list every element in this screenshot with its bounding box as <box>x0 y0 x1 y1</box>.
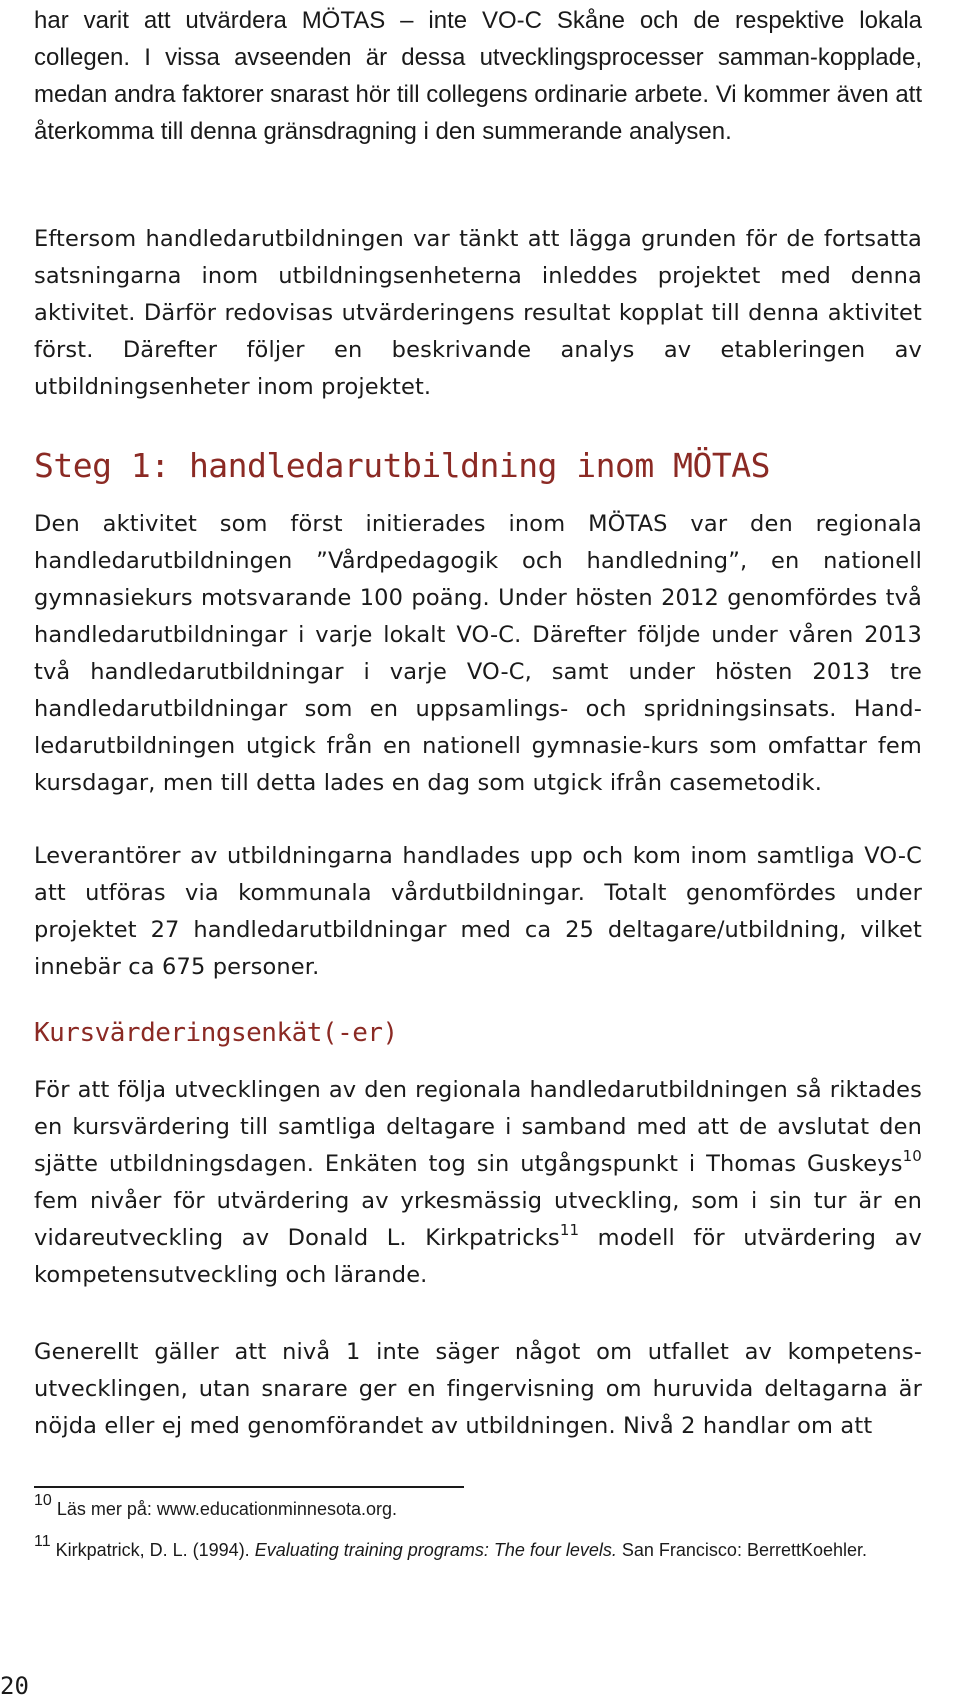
kursvardering-text-b: fem nivåer för utvärdering av yrkesmässig utveckling, som i sin tur är en vidareutveckling av Donald L. Kirkpatricks <box>34 1188 922 1251</box>
footnote-10 <box>34 1492 922 1523</box>
handledarutbildning-paragraph: Den aktivitet som först initierades inom MÖTAS var den regionala handledarutbildningen ”Vårdpedagogik och handledning”, en nationell gymnasiekurs motsvarande 100 poäng. Under hösten 2012 genomfördes två handledarutbildningar i varje lokalt VO-C. Därefter följde under våren 2013 två handledarutbildningar i varje VO-C, samt under hösten 2013 tre handledarutbildningar som en uppsamlings- och spridningsinsats. Hand-ledarutbildningen utgick från en nationell gymnasie-kurs som omfattar fem kursdagar, men till detta lades en dag som utgick ifrån casemetodik. <box>34 511 922 796</box>
intro-paragraph: har varit att utvärdera MÖTAS – inte VO-C Skåne och de respektive lokala collegen. I vissa avseenden är dessa utvecklingsprocesser samman-kopplade, medan andra faktorer snarast hör till collegens ordinarie arbete. Vi kommer även att återkomma till denna gränsdragning i den summerande analysen. <box>34 7 923 145</box>
footnote-11 <box>34 1533 922 1564</box>
leverantorer-paragraph: Leverantörer av utbildningarna handlades upp och kom inom samtliga VO-C att utföras via kommunala vårdutbildningar. Totalt genomfördes under projektet 27 handledarutbildningar med ca 25 deltagare/utbildning, vilket innebär ca 675 personer. <box>34 843 922 980</box>
footnotes <box>34 1492 922 1578</box>
page-number: 20 <box>0 1672 29 1700</box>
footnote-ref-11[interactable]: 11 <box>559 1220 580 1239</box>
footnote-text-b: San Francisco: BerrettKoehler. <box>616 1540 868 1560</box>
kursvardering-text-c: modell för utvärdering av kompetensutveckling och lärande. <box>34 1225 922 1288</box>
footnote-title: Evaluating training programs: The four levels. <box>254 1540 617 1560</box>
footnote-text-a: Kirkpatrick, D. L. (1994). <box>55 1540 255 1560</box>
niva-paragraph: Generellt gäller att nivå 1 inte säger något om utfallet av kompetens-utvecklingen, utan snarare ger en fingervisning om huruvida deltagarna är nöjda eller ej med genomförandet av utbildningen. Nivå 2 handlar om att <box>34 1339 922 1439</box>
overview-paragraph: Eftersom handledarutbildningen var tänkt att lägga grunden för de fortsatta satsningarna inom utbildningsenheterna inleddes projektet med denna aktivitet. Därför redovisas utvärderingens resultat kopplat till denna aktivitet först. Därefter följer en beskrivande analys av etableringen av utbildningsenheter inom projektet. <box>34 226 922 400</box>
footnote-divider <box>34 1486 464 1488</box>
section-heading-steg-1: Steg 1: handledarutbildning inom MÖTAS <box>34 446 770 485</box>
footnote-ref-10[interactable]: 10 <box>902 1146 922 1165</box>
kursvardering-text-a: För att följa utvecklingen av den regionala handledarutbildningen så riktades en kursvärdering till samtliga deltagare i samband med att de avslutat den sjätte utbildningsdagen. Enkäten tog sin utgångspunkt i Thomas Guskeys <box>34 1077 922 1177</box>
footnote-text: Läs mer på: www.educationminnesota.org. <box>56 1499 397 1519</box>
footnote-number: 11 <box>34 1533 51 1550</box>
section-heading-kursvardering: Kursvärderingsenkät(-er) <box>34 1018 398 1048</box>
footnote-number: 10 <box>34 1492 52 1509</box>
kursvardering-paragraph <box>34 1072 922 1294</box>
